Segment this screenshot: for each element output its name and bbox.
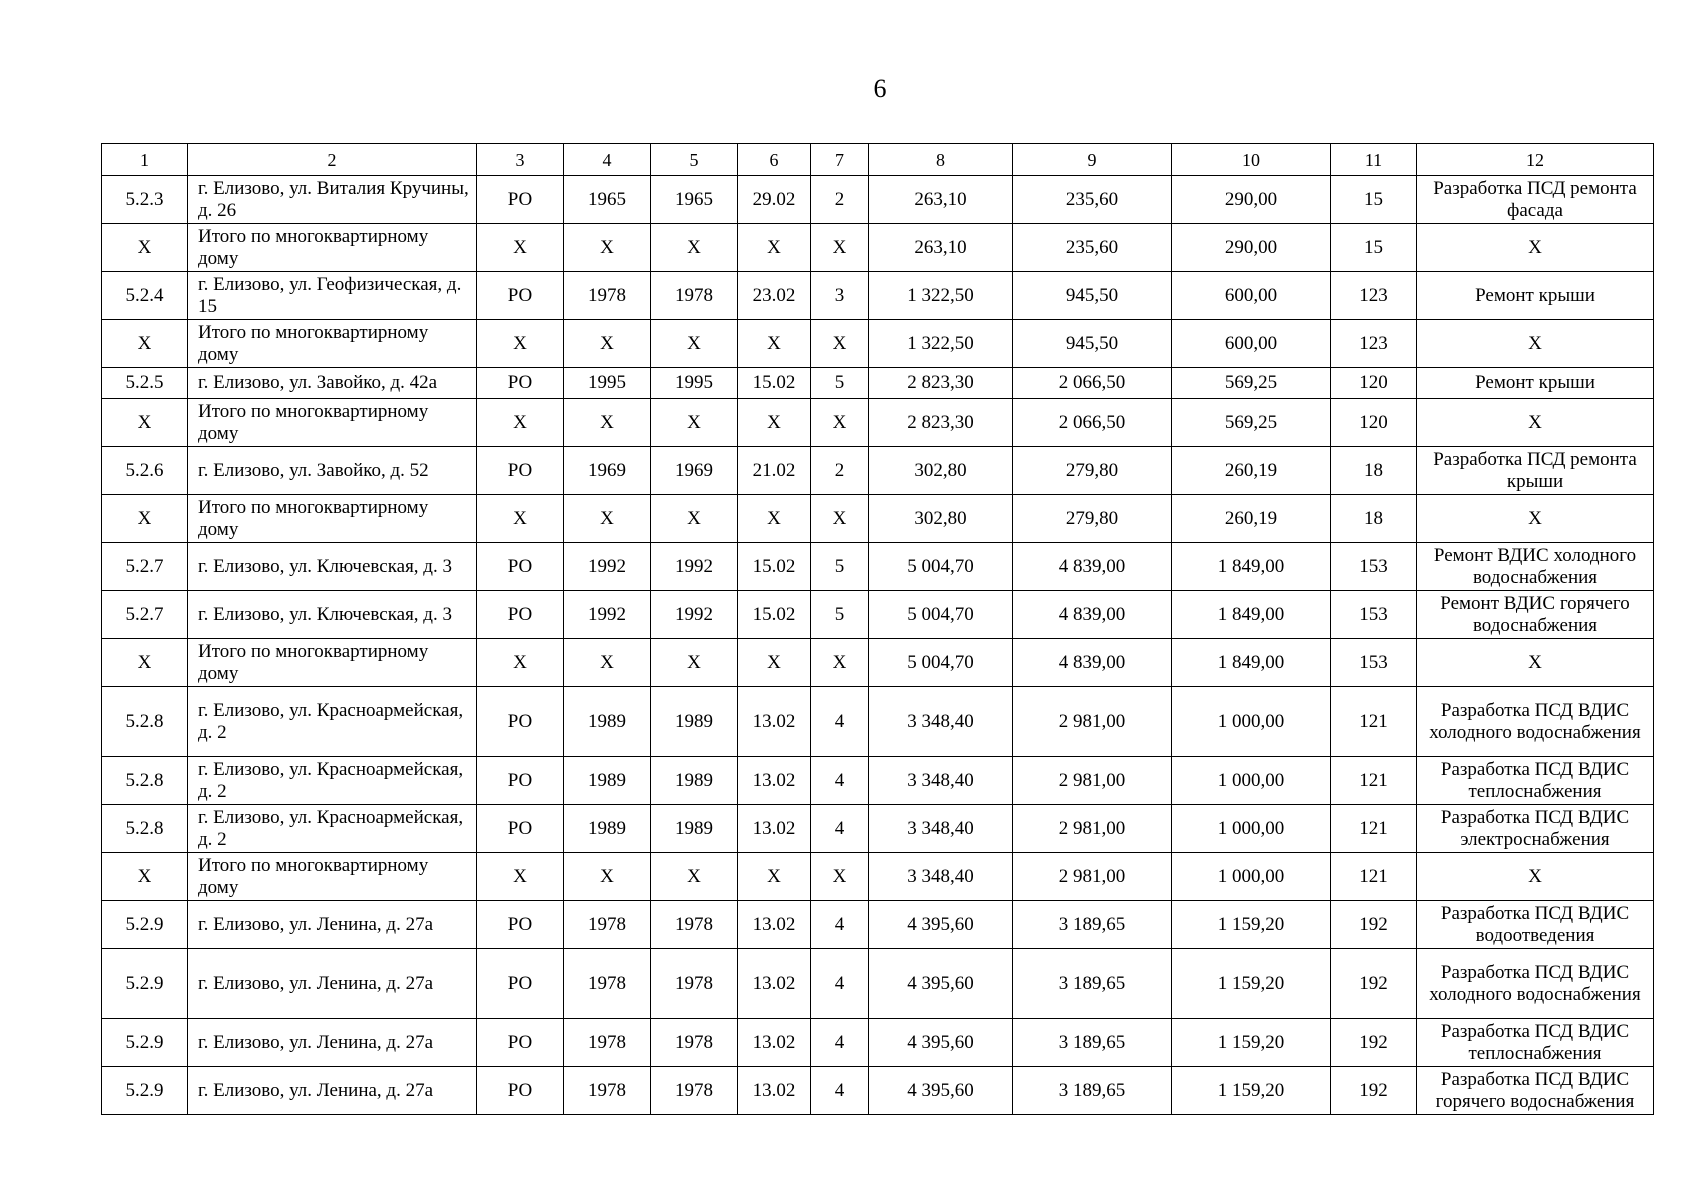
total-area-cell: 5 004,70: [869, 591, 1013, 639]
total-area-cell: 263,10: [869, 224, 1013, 272]
cost-cell: 1 000,00: [1172, 805, 1331, 853]
row-number-cell: Х: [102, 320, 188, 368]
floors-cell: 5: [811, 591, 869, 639]
owner-form-cell: РО: [477, 176, 564, 224]
commission-year-cell: 1978: [651, 1019, 738, 1067]
build-year-cell: 1978: [564, 901, 651, 949]
total-area-cell: 5 004,70: [869, 639, 1013, 687]
work-type-cell: Разработка ПСД ремонта крыши: [1417, 447, 1654, 495]
cost-cell: 1 000,00: [1172, 687, 1331, 757]
floors-cell: Х: [811, 495, 869, 543]
residents-cell: 120: [1331, 368, 1417, 399]
row-number-cell: 5.2.9: [102, 949, 188, 1019]
build-year-cell: Х: [564, 495, 651, 543]
commission-year-cell: 1995: [651, 368, 738, 399]
residents-cell: 192: [1331, 1067, 1417, 1115]
cost-cell: 1 159,20: [1172, 1019, 1331, 1067]
living-area-cell: 2 981,00: [1013, 757, 1172, 805]
row-number-cell: 5.2.8: [102, 687, 188, 757]
work-type-cell: Разработка ПСД ВДИС электроснабжения: [1417, 805, 1654, 853]
living-area-cell: 279,80: [1013, 447, 1172, 495]
build-year-cell: 1965: [564, 176, 651, 224]
owner-form-cell: РО: [477, 272, 564, 320]
col-header-4: 4: [564, 144, 651, 176]
residents-cell: 121: [1331, 853, 1417, 901]
total-area-cell: 2 823,30: [869, 368, 1013, 399]
cost-cell: 1 159,20: [1172, 1067, 1331, 1115]
wall-material-cell: 23.02: [738, 272, 811, 320]
work-type-cell: Разработка ПСД ВДИС холодного водоснабжения: [1417, 949, 1654, 1019]
row-number-cell: Х: [102, 495, 188, 543]
table-row: [102, 543, 1654, 591]
living-area-cell: 4 839,00: [1013, 543, 1172, 591]
residents-cell: 153: [1331, 639, 1417, 687]
commission-year-cell: 1989: [651, 687, 738, 757]
col-header-7: 7: [811, 144, 869, 176]
wall-material-cell: 13.02: [738, 1067, 811, 1115]
floors-cell: 2: [811, 176, 869, 224]
living-area-cell: 3 189,65: [1013, 1019, 1172, 1067]
floors-cell: Х: [811, 320, 869, 368]
owner-form-cell: РО: [477, 1019, 564, 1067]
floors-cell: 4: [811, 805, 869, 853]
owner-form-cell: Х: [477, 495, 564, 543]
floors-cell: 3: [811, 272, 869, 320]
living-area-cell: 2 981,00: [1013, 687, 1172, 757]
work-type-cell: Ремонт ВДИС холодного водоснабжения: [1417, 543, 1654, 591]
row-number-cell: 5.2.9: [102, 1019, 188, 1067]
wall-material-cell: 15.02: [738, 591, 811, 639]
total-area-cell: 302,80: [869, 447, 1013, 495]
table-row: [102, 272, 1654, 320]
build-year-cell: Х: [564, 853, 651, 901]
floors-cell: 4: [811, 757, 869, 805]
table-row: [102, 949, 1654, 1019]
living-area-cell: 2 066,50: [1013, 399, 1172, 447]
cost-cell: 1 000,00: [1172, 853, 1331, 901]
work-type-cell: Х: [1417, 399, 1654, 447]
total-area-cell: 3 348,40: [869, 853, 1013, 901]
col-header-1: 1: [102, 144, 188, 176]
row-number-cell: 5.2.7: [102, 543, 188, 591]
col-header-11: 11: [1331, 144, 1417, 176]
commission-year-cell: 1978: [651, 949, 738, 1019]
commission-year-cell: Х: [651, 639, 738, 687]
total-area-cell: 3 348,40: [869, 687, 1013, 757]
commission-year-cell: Х: [651, 495, 738, 543]
commission-year-cell: 1978: [651, 272, 738, 320]
col-header-8: 8: [869, 144, 1013, 176]
wall-material-cell: Х: [738, 399, 811, 447]
total-area-cell: 4 395,60: [869, 901, 1013, 949]
residents-cell: 120: [1331, 399, 1417, 447]
build-year-cell: 1989: [564, 805, 651, 853]
table-row: [102, 687, 1654, 757]
owner-form-cell: РО: [477, 1067, 564, 1115]
address-cell: г. Елизово, ул. Ключевская, д. 3: [188, 591, 477, 639]
work-type-cell: Х: [1417, 853, 1654, 901]
build-year-cell: 1978: [564, 949, 651, 1019]
table-row: [102, 639, 1654, 687]
wall-material-cell: Х: [738, 224, 811, 272]
owner-form-cell: Х: [477, 224, 564, 272]
wall-material-cell: 13.02: [738, 949, 811, 1019]
address-cell: Итого по многоквартирному дому: [188, 495, 477, 543]
floors-cell: Х: [811, 639, 869, 687]
build-year-cell: 1989: [564, 757, 651, 805]
build-year-cell: Х: [564, 320, 651, 368]
col-header-9: 9: [1013, 144, 1172, 176]
cost-cell: 1 849,00: [1172, 591, 1331, 639]
wall-material-cell: 13.02: [738, 1019, 811, 1067]
row-number-cell: 5.2.8: [102, 805, 188, 853]
floors-cell: 5: [811, 368, 869, 399]
living-area-cell: 2 066,50: [1013, 368, 1172, 399]
floors-cell: Х: [811, 224, 869, 272]
address-cell: г. Елизово, ул. Ленина, д. 27а: [188, 1067, 477, 1115]
col-header-6: 6: [738, 144, 811, 176]
address-cell: г. Елизово, ул. Ключевская, д. 3: [188, 543, 477, 591]
owner-form-cell: Х: [477, 320, 564, 368]
table-row: [102, 495, 1654, 543]
living-area-cell: 235,60: [1013, 176, 1172, 224]
owner-form-cell: РО: [477, 901, 564, 949]
col-header-12: 12: [1417, 144, 1654, 176]
living-area-cell: 3 189,65: [1013, 901, 1172, 949]
wall-material-cell: 15.02: [738, 543, 811, 591]
cost-cell: 569,25: [1172, 399, 1331, 447]
row-number-cell: 5.2.7: [102, 591, 188, 639]
residents-cell: 121: [1331, 687, 1417, 757]
build-year-cell: 1992: [564, 591, 651, 639]
row-number-cell: Х: [102, 853, 188, 901]
cost-cell: 1 000,00: [1172, 757, 1331, 805]
build-year-cell: Х: [564, 399, 651, 447]
residents-cell: 121: [1331, 805, 1417, 853]
work-type-cell: Разработка ПСД ВДИС водоотведения: [1417, 901, 1654, 949]
table-row: [102, 1067, 1654, 1115]
row-number-cell: 5.2.5: [102, 368, 188, 399]
table-row: [102, 1019, 1654, 1067]
wall-material-cell: Х: [738, 320, 811, 368]
floors-cell: Х: [811, 399, 869, 447]
residents-cell: 18: [1331, 495, 1417, 543]
build-year-cell: 1969: [564, 447, 651, 495]
owner-form-cell: РО: [477, 543, 564, 591]
address-cell: г. Елизово, ул. Завойко, д. 52: [188, 447, 477, 495]
work-type-cell: Ремонт крыши: [1417, 368, 1654, 399]
col-header-10: 10: [1172, 144, 1331, 176]
column-number-row: [102, 144, 1654, 176]
floors-cell: 4: [811, 1019, 869, 1067]
living-area-cell: 3 189,65: [1013, 1067, 1172, 1115]
address-cell: Итого по многоквартирному дому: [188, 224, 477, 272]
address-cell: г. Елизово, ул. Геофизическая, д. 15: [188, 272, 477, 320]
table-row: [102, 320, 1654, 368]
commission-year-cell: 1969: [651, 447, 738, 495]
wall-material-cell: 13.02: [738, 805, 811, 853]
cost-cell: 600,00: [1172, 320, 1331, 368]
table-row: [102, 399, 1654, 447]
row-number-cell: Х: [102, 399, 188, 447]
residents-cell: 18: [1331, 447, 1417, 495]
total-area-cell: 5 004,70: [869, 543, 1013, 591]
row-number-cell: Х: [102, 224, 188, 272]
commission-year-cell: 1978: [651, 1067, 738, 1115]
cost-cell: 1 159,20: [1172, 901, 1331, 949]
wall-material-cell: 29.02: [738, 176, 811, 224]
col-header-2: 2: [188, 144, 477, 176]
commission-year-cell: Х: [651, 399, 738, 447]
work-type-cell: Разработка ПСД ВДИС теплоснабжения: [1417, 1019, 1654, 1067]
wall-material-cell: 13.02: [738, 757, 811, 805]
row-number-cell: 5.2.8: [102, 757, 188, 805]
residents-cell: 153: [1331, 543, 1417, 591]
work-type-cell: Ремонт ВДИС горячего водоснабжения: [1417, 591, 1654, 639]
owner-form-cell: Х: [477, 399, 564, 447]
table-row: [102, 368, 1654, 399]
work-type-cell: Разработка ПСД ремонта фасада: [1417, 176, 1654, 224]
floors-cell: 4: [811, 901, 869, 949]
commission-year-cell: 1965: [651, 176, 738, 224]
work-type-cell: Х: [1417, 320, 1654, 368]
commission-year-cell: 1992: [651, 591, 738, 639]
cost-cell: 1 159,20: [1172, 949, 1331, 1019]
total-area-cell: 302,80: [869, 495, 1013, 543]
build-year-cell: 1995: [564, 368, 651, 399]
total-area-cell: 2 823,30: [869, 399, 1013, 447]
living-area-cell: 279,80: [1013, 495, 1172, 543]
row-number-cell: 5.2.3: [102, 176, 188, 224]
address-cell: г. Елизово, ул. Красноармейская, д. 2: [188, 805, 477, 853]
table-row: [102, 853, 1654, 901]
living-area-cell: 235,60: [1013, 224, 1172, 272]
page-number: 6: [873, 74, 887, 103]
address-cell: Итого по многоквартирному дому: [188, 320, 477, 368]
floors-cell: 5: [811, 543, 869, 591]
residents-cell: 123: [1331, 272, 1417, 320]
address-cell: г. Елизово, ул. Ленина, д. 27а: [188, 949, 477, 1019]
row-number-cell: 5.2.9: [102, 1067, 188, 1115]
work-type-cell: Разработка ПСД ВДИС горячего водоснабжения: [1417, 1067, 1654, 1115]
total-area-cell: 3 348,40: [869, 757, 1013, 805]
address-cell: г. Елизово, ул. Ленина, д. 27а: [188, 901, 477, 949]
commission-year-cell: 1978: [651, 901, 738, 949]
wall-material-cell: 13.02: [738, 687, 811, 757]
total-area-cell: 3 348,40: [869, 805, 1013, 853]
living-area-cell: 945,50: [1013, 320, 1172, 368]
build-year-cell: 1992: [564, 543, 651, 591]
total-area-cell: 1 322,50: [869, 320, 1013, 368]
wall-material-cell: Х: [738, 853, 811, 901]
table-row: [102, 447, 1654, 495]
owner-form-cell: Х: [477, 853, 564, 901]
table-row: [102, 176, 1654, 224]
address-cell: Итого по многоквартирному дому: [188, 399, 477, 447]
residents-cell: 15: [1331, 224, 1417, 272]
commission-year-cell: Х: [651, 320, 738, 368]
address-cell: г. Елизово, ул. Завойко, д. 42а: [188, 368, 477, 399]
cost-cell: 1 849,00: [1172, 543, 1331, 591]
cost-cell: 290,00: [1172, 176, 1331, 224]
row-number-cell: Х: [102, 639, 188, 687]
commission-year-cell: Х: [651, 853, 738, 901]
commission-year-cell: 1992: [651, 543, 738, 591]
living-area-cell: 4 839,00: [1013, 591, 1172, 639]
owner-form-cell: РО: [477, 805, 564, 853]
commission-year-cell: 1989: [651, 757, 738, 805]
work-type-cell: Х: [1417, 224, 1654, 272]
address-cell: Итого по многоквартирному дому: [188, 639, 477, 687]
floors-cell: 4: [811, 687, 869, 757]
owner-form-cell: РО: [477, 687, 564, 757]
cost-cell: 569,25: [1172, 368, 1331, 399]
owner-form-cell: РО: [477, 447, 564, 495]
owner-form-cell: РО: [477, 368, 564, 399]
cost-cell: 600,00: [1172, 272, 1331, 320]
living-area-cell: 2 981,00: [1013, 853, 1172, 901]
total-area-cell: 4 395,60: [869, 1067, 1013, 1115]
living-area-cell: 3 189,65: [1013, 949, 1172, 1019]
wall-material-cell: 13.02: [738, 901, 811, 949]
owner-form-cell: РО: [477, 949, 564, 1019]
col-header-3: 3: [477, 144, 564, 176]
residents-cell: 192: [1331, 901, 1417, 949]
table-row: [102, 224, 1654, 272]
row-number-cell: 5.2.4: [102, 272, 188, 320]
wall-material-cell: 21.02: [738, 447, 811, 495]
address-cell: г. Елизово, ул. Виталия Кручины, д. 26: [188, 176, 477, 224]
living-area-cell: 945,50: [1013, 272, 1172, 320]
cost-cell: 1 849,00: [1172, 639, 1331, 687]
address-cell: Итого по многоквартирному дому: [188, 853, 477, 901]
total-area-cell: 1 322,50: [869, 272, 1013, 320]
cost-cell: 260,19: [1172, 495, 1331, 543]
build-year-cell: Х: [564, 224, 651, 272]
table-row: [102, 591, 1654, 639]
floors-cell: 2: [811, 447, 869, 495]
floors-cell: 4: [811, 949, 869, 1019]
wall-material-cell: Х: [738, 495, 811, 543]
table-row: [102, 757, 1654, 805]
commission-year-cell: Х: [651, 224, 738, 272]
table-row: [102, 805, 1654, 853]
cost-cell: 290,00: [1172, 224, 1331, 272]
residents-cell: 121: [1331, 757, 1417, 805]
floors-cell: Х: [811, 853, 869, 901]
residents-cell: 192: [1331, 1019, 1417, 1067]
work-type-cell: Х: [1417, 639, 1654, 687]
cost-cell: 260,19: [1172, 447, 1331, 495]
floors-cell: 4: [811, 1067, 869, 1115]
build-year-cell: 1978: [564, 272, 651, 320]
repair-program-table: [101, 143, 1654, 1115]
wall-material-cell: Х: [738, 639, 811, 687]
row-number-cell: 5.2.6: [102, 447, 188, 495]
total-area-cell: 4 395,60: [869, 949, 1013, 1019]
build-year-cell: 1989: [564, 687, 651, 757]
address-cell: г. Елизово, ул. Красноармейская, д. 2: [188, 687, 477, 757]
work-type-cell: Разработка ПСД ВДИС холодного водоснабжения: [1417, 687, 1654, 757]
living-area-cell: 4 839,00: [1013, 639, 1172, 687]
row-number-cell: 5.2.9: [102, 901, 188, 949]
address-cell: г. Елизово, ул. Красноармейская, д. 2: [188, 757, 477, 805]
total-area-cell: 4 395,60: [869, 1019, 1013, 1067]
work-type-cell: Ремонт крыши: [1417, 272, 1654, 320]
owner-form-cell: Х: [477, 639, 564, 687]
total-area-cell: 263,10: [869, 176, 1013, 224]
work-type-cell: Разработка ПСД ВДИС теплоснабжения: [1417, 757, 1654, 805]
table-body: [102, 176, 1654, 1115]
build-year-cell: 1978: [564, 1067, 651, 1115]
residents-cell: 15: [1331, 176, 1417, 224]
table-row: [102, 901, 1654, 949]
build-year-cell: 1978: [564, 1019, 651, 1067]
build-year-cell: Х: [564, 639, 651, 687]
owner-form-cell: РО: [477, 757, 564, 805]
residents-cell: 192: [1331, 949, 1417, 1019]
wall-material-cell: 15.02: [738, 368, 811, 399]
col-header-5: 5: [651, 144, 738, 176]
address-cell: г. Елизово, ул. Ленина, д. 27а: [188, 1019, 477, 1067]
commission-year-cell: 1989: [651, 805, 738, 853]
residents-cell: 153: [1331, 591, 1417, 639]
residents-cell: 123: [1331, 320, 1417, 368]
owner-form-cell: РО: [477, 591, 564, 639]
living-area-cell: 2 981,00: [1013, 805, 1172, 853]
work-type-cell: Х: [1417, 495, 1654, 543]
